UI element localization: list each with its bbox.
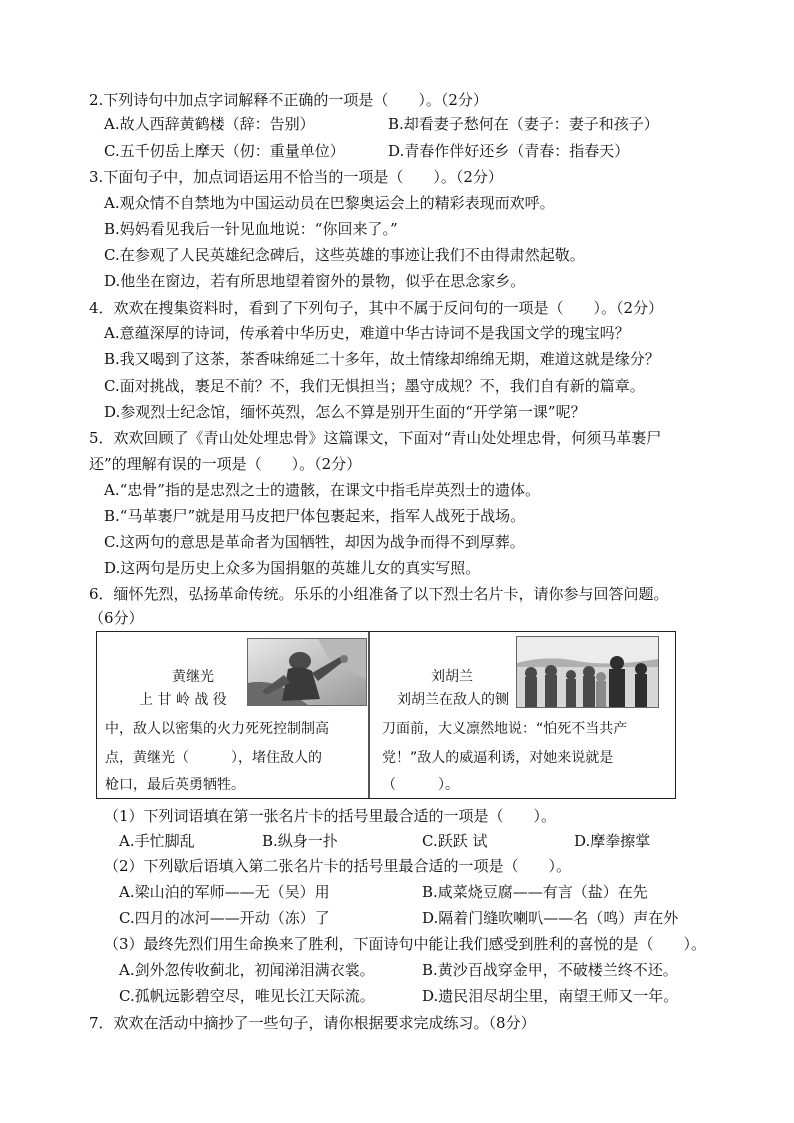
q6-stem-line1: 6．缅怀先烈，弘扬革命传统。乐乐的小组准备了以下烈士名片卡，请你参与回答问题。: [89, 585, 669, 603]
q6-sub3-stem: （3）最终先烈们用生命换来了胜利，下面诗句中能让我们感受到胜利的喜悦的是（ ）。: [104, 935, 707, 953]
card2-photo: [516, 636, 659, 708]
card2-line3: 党！”敌人的威逼利诱，对她来说就是: [382, 750, 614, 766]
q5-option-c: C.这两句的意思是革命者为国牺牲，却因为战争而得不到厚葬。: [104, 533, 525, 551]
q2-option-c: C.五千仞岳上摩天（仞：重量单位）: [104, 142, 345, 160]
q6-sub3-option-d: D.遗民泪尽胡尘里，南望王师又一年。: [422, 987, 679, 1005]
martyr-cards: [96, 631, 676, 799]
q5-option-a: A.“忠骨”指的是忠烈之士的遗骸，在课文中指毛岸英烈士的遗体。: [104, 481, 540, 499]
crowd-image-icon: [517, 637, 658, 707]
q2-option-b: B.却看妻子愁何在（妻子：妻子和孩子）: [388, 115, 659, 133]
q6-sub2-option-d: D.隔着门缝吹喇叭——名（鸣）声在外: [422, 909, 679, 927]
q6-sub1-stem: （1）下列词语填在第一张名片卡的括号里最合适的一项是（ ）。: [104, 807, 557, 825]
q4-option-d: D.参观烈士纪念馆，缅怀英烈，怎么不算是别开生面的“开学第一课”呢？: [104, 403, 586, 421]
q2-option-a: A.故人西辞黄鹤楼（辞：告别）: [104, 115, 315, 133]
card1-line4: 枪口，最后英勇牺牲。: [105, 777, 245, 793]
q3-stem: 3.下面句子中，加点词语运用不恰当的一项是（ ）。（2分）: [89, 168, 503, 186]
q6-sub2-option-b: B.咸菜烧豆腐——有言（盐）在先: [422, 883, 648, 901]
q4-stem: 4．欢欢在搜集资料时，看到了下列句子，其中不属于反问句的一项是（ ）。（2分）: [89, 299, 664, 317]
q6-sub1-option-d: D.摩拳擦掌: [574, 832, 651, 850]
q3-option-a: A.观众情不自禁地为中国运动员在巴黎奥运会上的精彩表现而欢呼。: [104, 194, 555, 212]
q6-sub1-option-c: C.跃跃 试: [422, 832, 488, 850]
q6-sub2-option-c: C.四月的冰河——开动（冻）了: [119, 909, 330, 927]
q6-sub3-option-b: B.黄沙百战穿金甲，不破楼兰终不还。: [422, 961, 678, 979]
q4-option-a: A.意蕴深厚的诗词，传承着中华历史，难道中华古诗词不是我国文学的瑰宝吗？: [104, 324, 630, 342]
card1-line1: 上 甘 岭 战 役: [139, 692, 227, 708]
q6-sub2-stem: （2）下列歇后语填入第二张名片卡的括号里最合适的一项是（ ）。: [104, 857, 572, 875]
q6-sub3-option-a: A.剑外忽传收蓟北，初闻涕泪满衣裳。: [119, 961, 375, 979]
q3-option-c: C.在参观了人民英雄纪念碑后，这些英雄的事迹让我们不由得肃然起敬。: [104, 246, 585, 264]
card-divider: [368, 632, 370, 798]
soldier-image-icon: [248, 639, 366, 705]
q4-option-c: C.面对挑战，裹足不前？不，我们无惧担当；墨守成规？不，我们自有新的篇章。: [104, 377, 645, 395]
q6-sub3-option-c: C.孤帆远影碧空尽，唯见长江天际流。: [119, 987, 375, 1005]
q4-option-b: B.我又喝到了这茶，茶香味绵延二十多年，故土情缘却绵绵无期，难道这就是缘分？: [104, 350, 660, 368]
card1-line2: 中，敌人以密集的火力死死控制制高: [105, 721, 329, 737]
card1-photo: [247, 638, 367, 706]
card2-line4: （ ）。: [382, 777, 459, 793]
card2-name: 刘胡兰: [431, 669, 473, 685]
q3-option-d: D.他坐在窗边，若有所思地望着窗外的景物，似乎在思念家乡。: [104, 272, 526, 290]
q2-option-d: D.青春作伴好还乡（青春：指春天）: [388, 142, 630, 160]
q6-sub2-option-a: A.梁山泊的军师——无（吴）用: [119, 883, 330, 901]
card1-line3: 点，黄继光（ ），堵住敌人的: [105, 750, 322, 766]
q7-stem: 7．欢欢在活动中摘抄了一些句子，请你根据要求完成练习。（8分）: [89, 1014, 536, 1032]
q6-sub1-option-a: A.手忙脚乱: [119, 832, 195, 850]
q5-stem-line1: 5．欢欢回顾了《青山处处埋忠骨》这篇课文，下面对“青山处处埋忠骨，何须马革裹尸: [89, 429, 662, 447]
q5-option-d: D.这两句是历史上众多为国捐躯的英雄儿女的真实写照。: [104, 559, 481, 577]
card2-line1: 刘胡兰在敌人的铡: [397, 692, 509, 708]
q3-option-b: B.妈妈看见我后一针见血地说：“你回来了。”: [104, 220, 398, 238]
q5-option-b: B.“马革裹尸”就是用马皮把尸体包裹起来，指军人战死于战场。: [104, 507, 526, 525]
card2-line2: 刀面前，大义凛然地说：“怕死不当共产: [382, 721, 628, 737]
q5-stem-line2: 还”的理解有误的一项是（ ）。（2分）: [89, 455, 362, 473]
q6-stem-line2: （6分）: [89, 609, 144, 627]
q6-sub1-option-b: B.纵身一扑: [262, 832, 338, 850]
card1-name: 黄继光: [172, 669, 214, 685]
q2-stem: 2.下列诗句中加点字词解释不正确的一项是（ ）。（2分）: [89, 91, 488, 109]
